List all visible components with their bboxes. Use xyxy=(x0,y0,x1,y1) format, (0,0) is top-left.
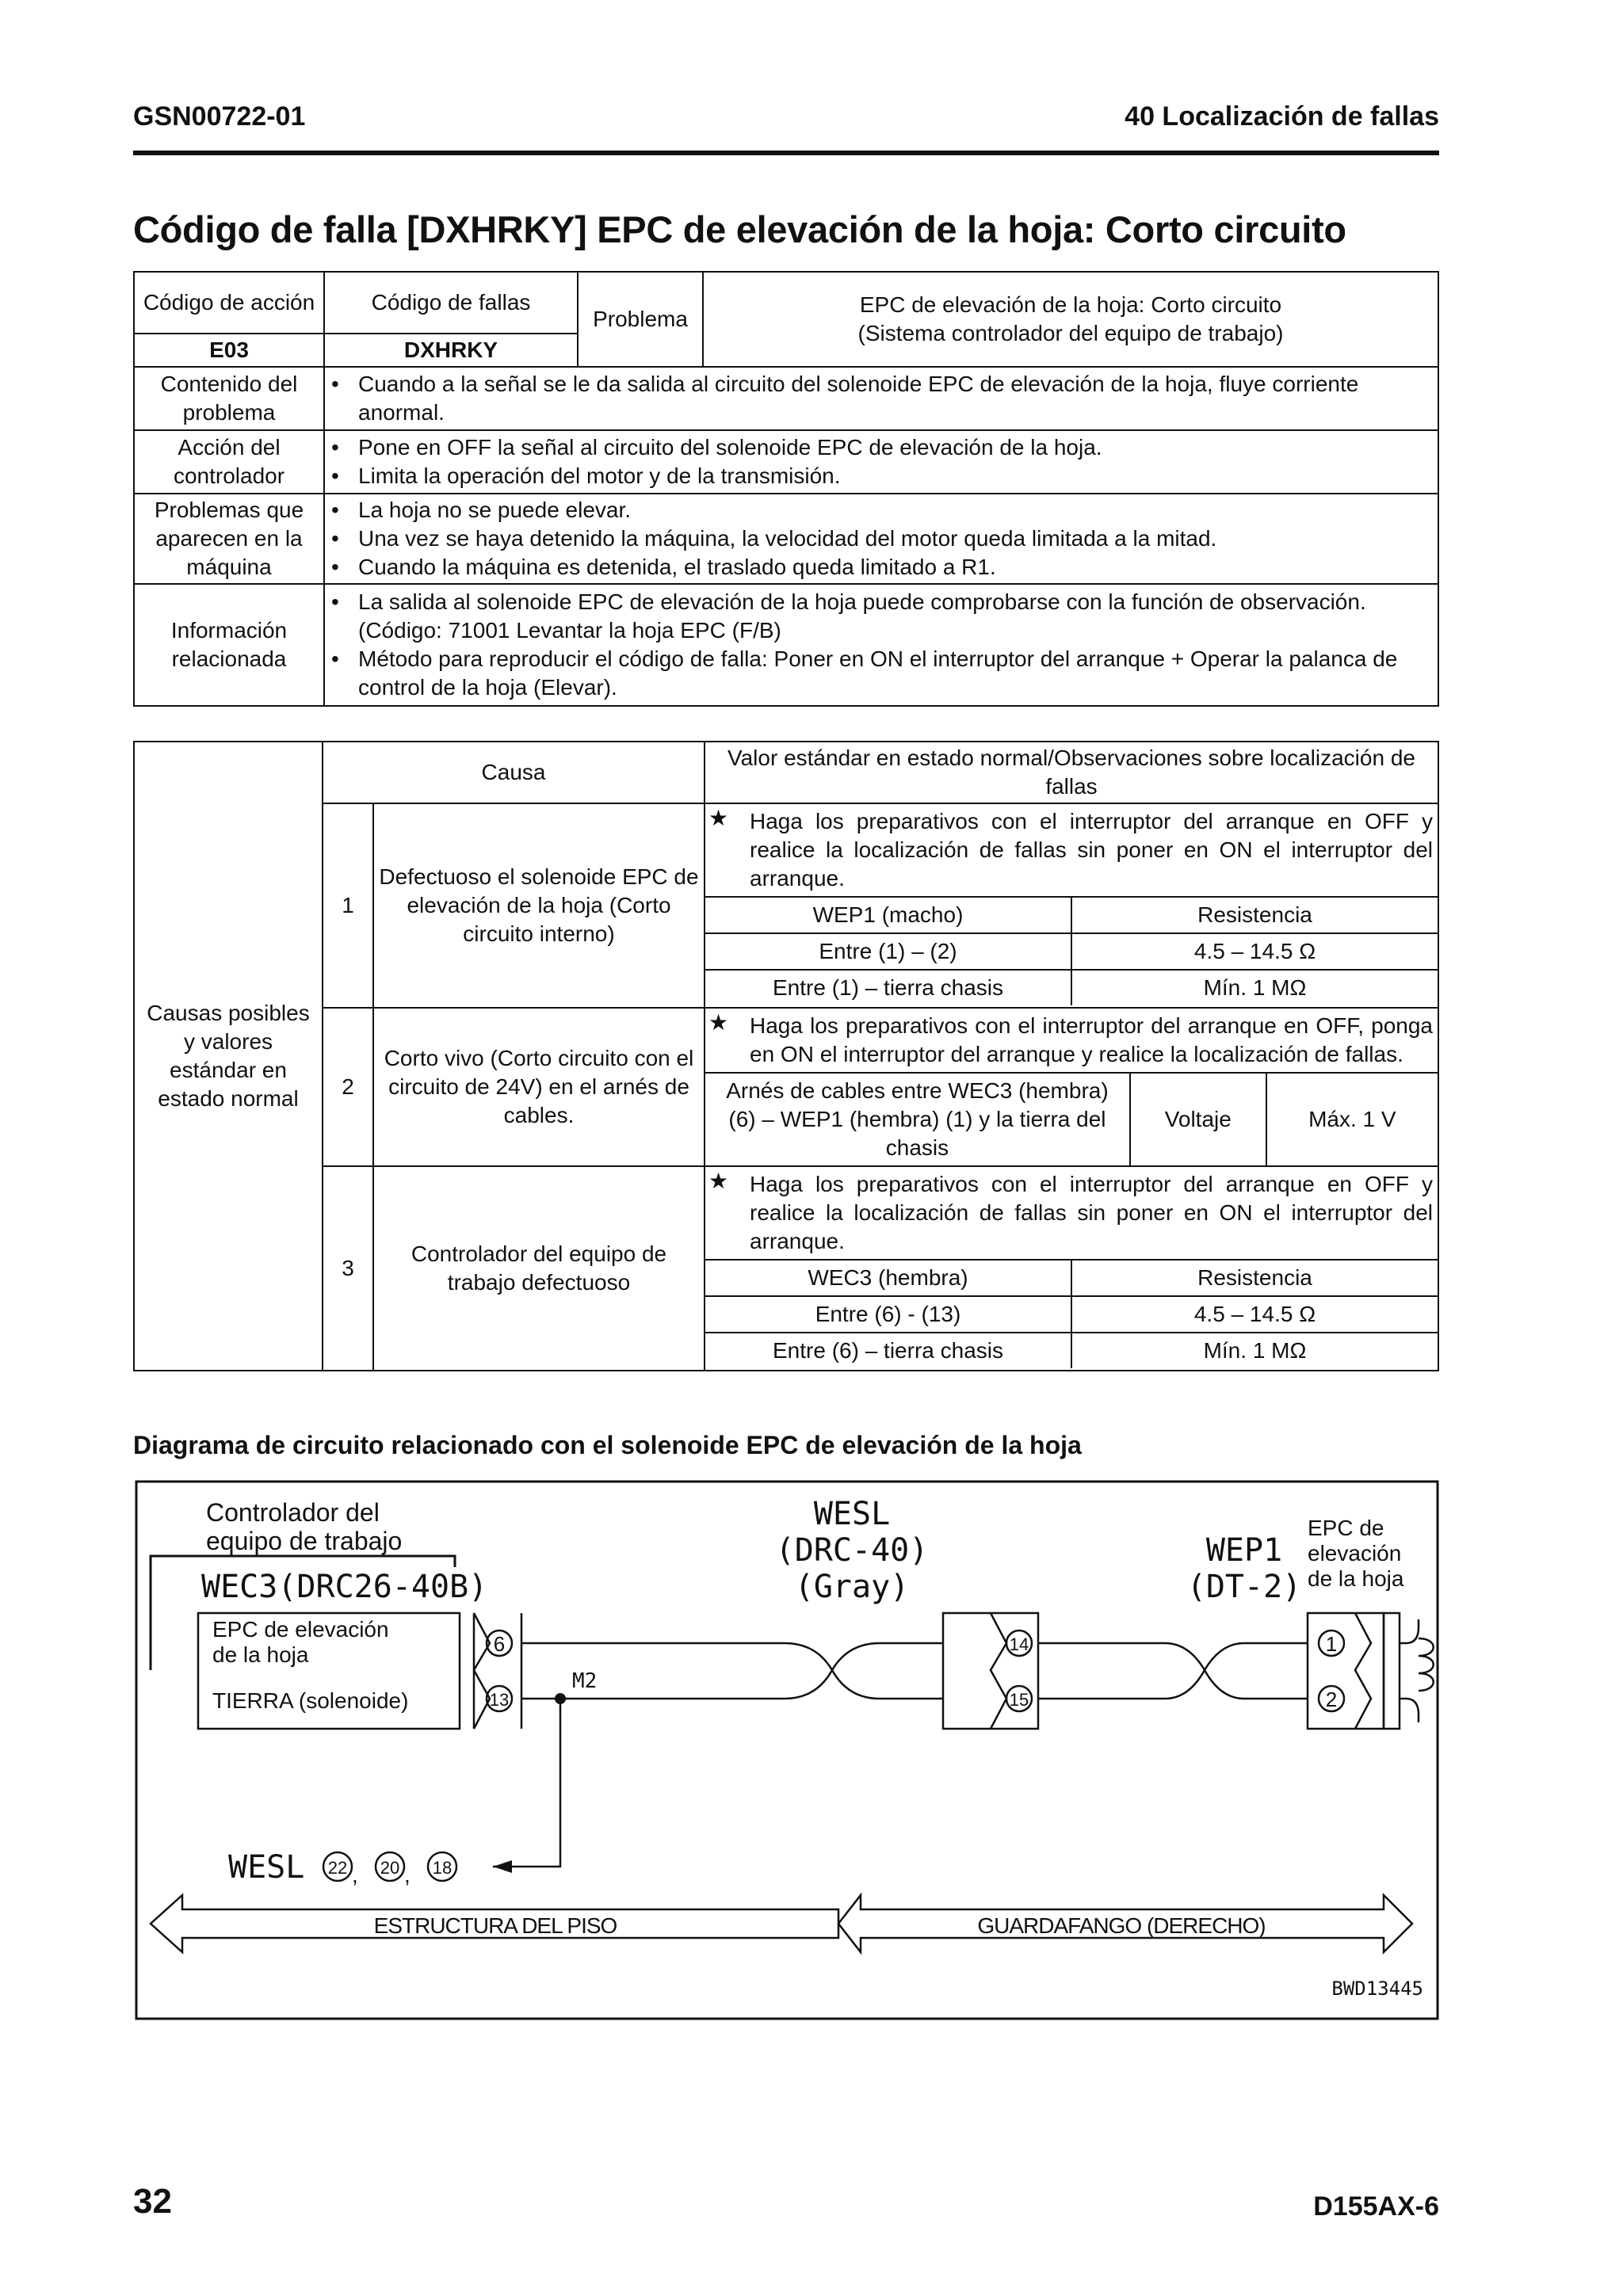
action-code-label: Código de acción xyxy=(134,272,324,334)
list-item: • Pone en OFF la señal al circuito del solenoide EPC de elevación de la hoja. xyxy=(330,433,1433,462)
failure-code-label: Código de fallas xyxy=(324,272,578,334)
measurement-table: WEC3 (hembra) Resistencia Entre (6) - (13) 4.5 – 14.5 Ω Entre (6) – tierra chasis Mín. 1 MΩ xyxy=(705,1259,1438,1368)
note: ★ Haga los preparativos con el interruptor del arranque en OFF y realice la localización de fallas sin poner en ON el interruptor del arranque. xyxy=(705,804,1438,896)
diagram-heading: Diagrama de circuito relacionado con el solenoide EPC de elevación de la hoja xyxy=(133,1431,1082,1459)
problem-label: Problema xyxy=(578,272,703,367)
document-code: GSN00722-01 xyxy=(133,101,306,132)
cause-number: 3 xyxy=(323,1166,373,1371)
solenoid-coil-icon xyxy=(1384,1613,1434,1729)
pin-number: 15 xyxy=(1009,1690,1029,1710)
wire-label: M2 xyxy=(572,1669,598,1693)
pin-number: 20 xyxy=(380,1858,400,1878)
page-title: Código de falla [DXHRKY] EPC de elevación de la hoja: Corto circuito xyxy=(133,208,1346,250)
ground-wire xyxy=(493,1699,560,1867)
controller-label: equipo de trabajo xyxy=(206,1527,403,1555)
note: ★ Haga los preparativos con el interruptor del arranque en OFF y realice la localización de fallas sin poner en ON el interruptor del arranque. xyxy=(705,1167,1438,1259)
wesl-label: (Gray) xyxy=(794,1569,910,1605)
cause-detail xyxy=(705,1008,1438,1166)
cause-header: Causa xyxy=(323,742,705,803)
wesl-label: WESL xyxy=(813,1496,891,1532)
row-label: Problemas que aparecen en la máquina xyxy=(134,494,324,584)
wesl-connector xyxy=(776,1496,1038,1729)
cause-text: Controlador del equipo de trabajo defectuoso xyxy=(373,1166,705,1371)
value-header: Valor estándar en estado normal/Observaciones sobre localización de fallas xyxy=(705,742,1438,803)
cause-text: Corto vivo (Corto circuito con el circuito de 24V) en el arnés de cables. xyxy=(373,1008,705,1166)
pin-number: 14 xyxy=(1009,1634,1029,1654)
measurement-table: Arnés de cables entre WEC3 (hembra) (6) – WEP1 (hembra) (1) y la tierra del chasis Voltaje Máx. 1 V xyxy=(705,1072,1438,1165)
cause-table xyxy=(133,741,1439,1371)
solenoid-label: EPC de xyxy=(1308,1516,1384,1540)
list-item: • La hoja no se puede elevar. xyxy=(330,496,1433,524)
ground-reference xyxy=(228,1849,456,1887)
wesl-label: (DRC-40) xyxy=(775,1532,929,1569)
row-content xyxy=(324,367,1438,430)
problem-description: EPC de elevación de la hoja: Corto circuito (Sistema controlador del equipo de trabajo) xyxy=(703,272,1438,367)
figure-id: BWD13445 xyxy=(1331,1978,1423,2000)
row-content xyxy=(324,430,1438,494)
row-content xyxy=(324,494,1438,584)
circuit-diagram xyxy=(135,1480,1439,2020)
cause-detail xyxy=(705,1166,1438,1371)
list-item: • Una vez se haya detenido la máquina, la velocidad del motor queda limitada a la mitad. xyxy=(330,524,1433,553)
zone-label: GUARDAFANGO (DERECHO) xyxy=(977,1913,1266,1938)
pin-number: 2 xyxy=(1325,1688,1338,1711)
list-item: • Cuando a la señal se le da salida al circuito del solenoide EPC de elevación de la hoja, fluye corriente anormal. xyxy=(330,370,1433,427)
wep1-label: (DT-2) xyxy=(1186,1569,1302,1605)
measurement-table: WEP1 (macho) Resistencia Entre (1) – (2) 4.5 – 14.5 Ω Entre (1) – tierra chasis Mín. 1 MΩ xyxy=(705,896,1438,1005)
header-rule xyxy=(133,151,1439,155)
pin-number: 18 xyxy=(432,1858,453,1878)
row-label: Información relacionada xyxy=(134,584,324,706)
row-label: Contenido del problema xyxy=(134,367,324,430)
cause-text: Defectuoso el solenoide EPC de elevación de la hoja (Corto circuito interno) xyxy=(373,803,705,1008)
controller-label: Controlador del xyxy=(206,1498,380,1527)
page-number: 32 xyxy=(133,2182,172,2221)
wire-bundle-2 xyxy=(1038,1643,1308,1699)
row-content xyxy=(324,584,1438,706)
cause-detail xyxy=(705,803,1438,1008)
wec3-connector-label: WEC3(DRC26-40B) xyxy=(201,1569,488,1605)
section-title: 40 Localización de fallas xyxy=(1125,101,1439,132)
cause-number: 1 xyxy=(323,803,373,1008)
pin-function-label: TIERRA (solenoide) xyxy=(212,1688,409,1713)
wesl-reference-label: WESL xyxy=(228,1849,305,1886)
pin-function-label: de la hoja xyxy=(212,1642,309,1667)
causes-label: Causas posibles y valores estándar en estado normal xyxy=(134,742,323,1371)
wep1-label: WEP1 xyxy=(1205,1532,1283,1569)
failure-info-table xyxy=(133,271,1439,707)
note: ★ Haga los preparativos con el interruptor del arranque en OFF, ponga en ON el interruptor del arranque y realice la localización de fallas. xyxy=(705,1009,1438,1072)
pin-function-label: EPC de elevación xyxy=(212,1617,389,1642)
row-label: Acción del controlador xyxy=(134,430,324,494)
pin-number: 6 xyxy=(493,1632,506,1656)
action-code: E03 xyxy=(134,334,324,367)
zone-label: ESTRUCTURA DEL PISO xyxy=(373,1913,617,1938)
pin-number: 13 xyxy=(489,1690,510,1710)
list-item: • La salida al solenoide EPC de elevación de la hoja puede comprobarse con la función de observación. (Código: 71001 Levantar la hoja EPC (F/B) xyxy=(330,588,1433,645)
list-item: • Limita la operación del motor y de la transmisión. xyxy=(330,462,1433,490)
controller-block xyxy=(151,1498,521,1729)
cause-number: 2 xyxy=(323,1008,373,1166)
solenoid-label: de la hoja xyxy=(1308,1566,1404,1591)
list-item: • Cuando la máquina es detenida, el traslado queda limitado a R1. xyxy=(330,553,1433,582)
solenoid-label: elevación xyxy=(1308,1541,1402,1566)
arrow-head xyxy=(493,1860,512,1873)
list-item: • Método para reproducir el código de falla: Poner en ON el interruptor del arranque + Operar la palanca de control de la hoja (Elevar). xyxy=(330,645,1433,702)
pin-number: 1 xyxy=(1325,1632,1338,1656)
separator: , xyxy=(404,1863,411,1887)
model-code: D155AX-6 xyxy=(1313,2191,1439,2222)
separator: , xyxy=(352,1863,358,1887)
pin-number: 22 xyxy=(327,1858,348,1878)
failure-code: DXHRKY xyxy=(324,334,578,367)
